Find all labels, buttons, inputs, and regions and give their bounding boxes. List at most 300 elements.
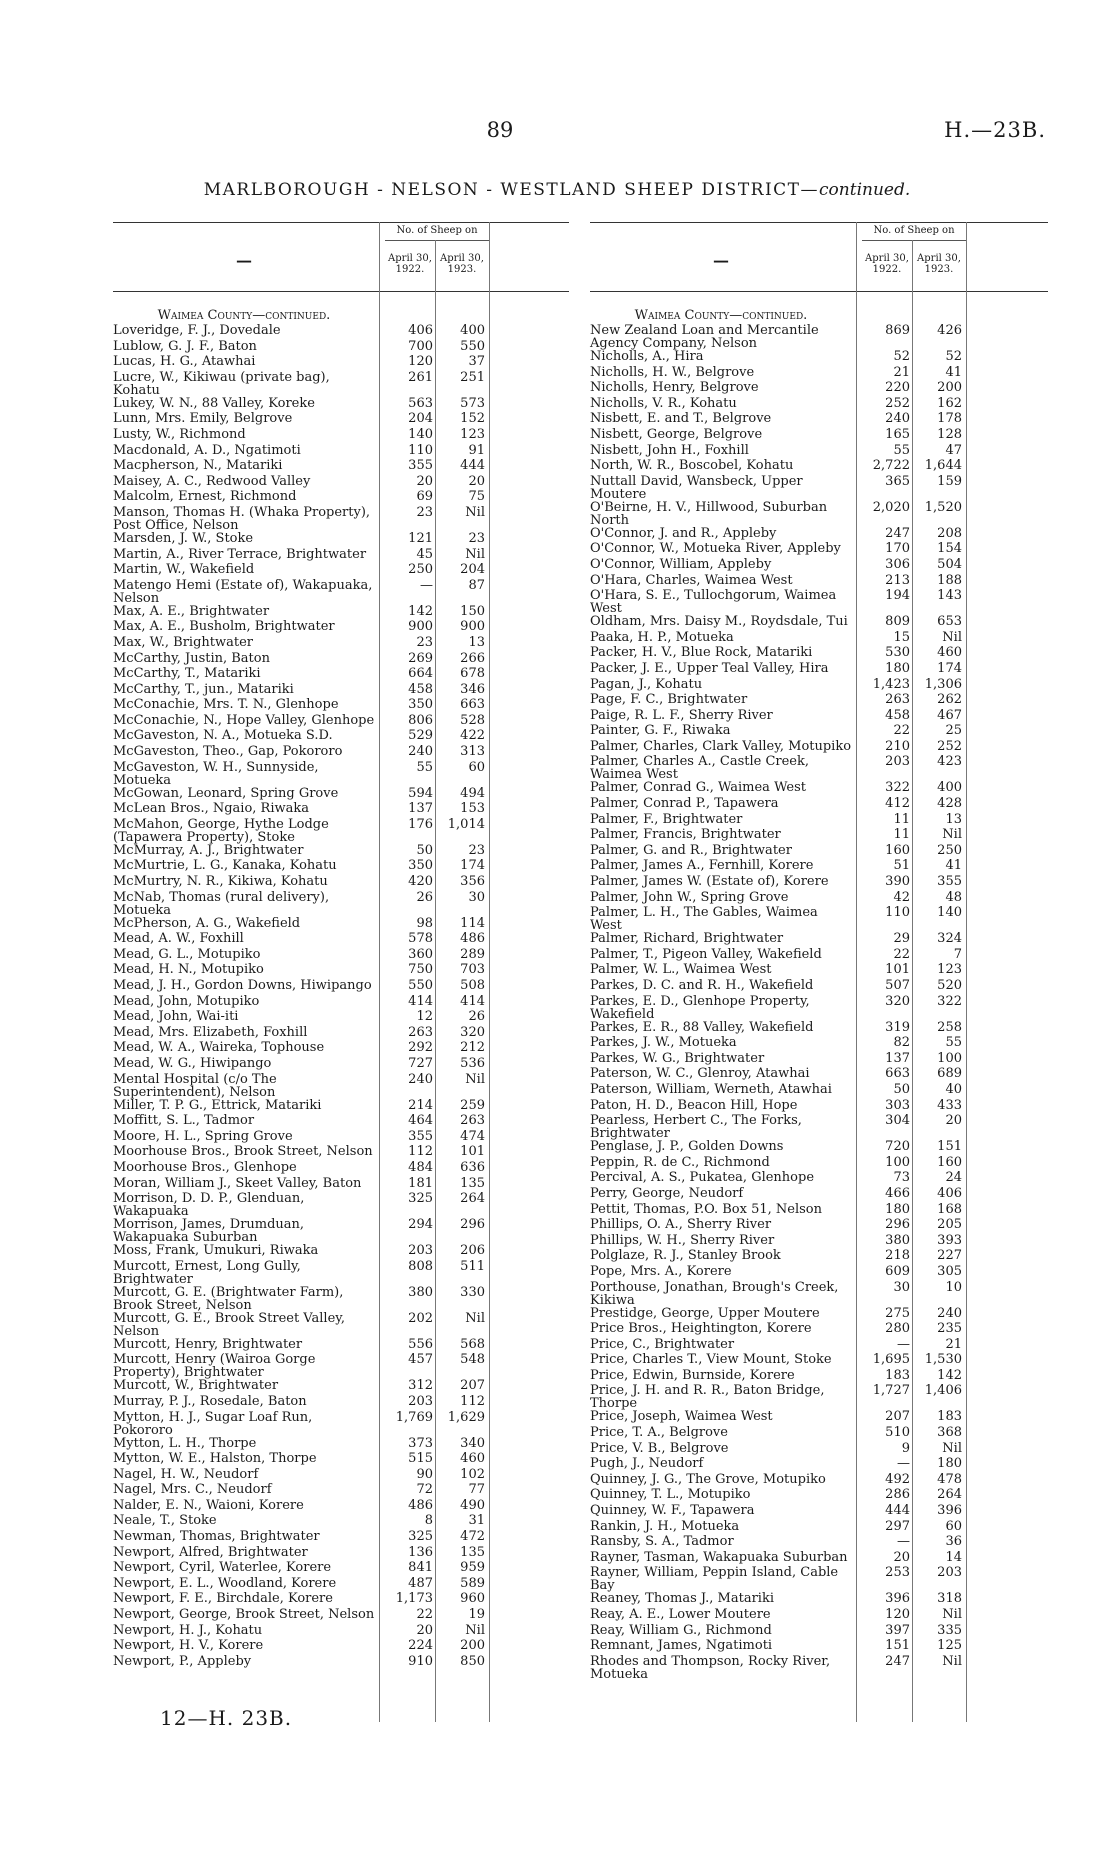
table-row	[590, 1156, 1048, 1172]
sheep-1923: 340	[460, 1435, 485, 1451]
holder-name: McCarthy, T., Matariki	[113, 666, 261, 682]
sheep-1922: 51	[893, 858, 910, 874]
holder-name: Nuttall David, Wansbeck, Upper Moutere	[590, 473, 803, 502]
holder-name: Perry, George, Neudorf	[590, 1185, 744, 1201]
sheep-1922: 530	[885, 645, 910, 661]
table-row	[590, 875, 1048, 891]
sheep-1922: 312	[408, 1378, 433, 1394]
holder-name: Mead, Mrs. Elizabeth, Foxhill	[113, 1024, 308, 1040]
table-row	[113, 948, 569, 964]
sheep-1922: 240	[408, 1071, 433, 1087]
table-row	[113, 729, 569, 745]
sheep-1923: 208	[937, 525, 962, 541]
sheep-1923: 414	[460, 993, 485, 1009]
sheep-1923: 478	[937, 1471, 962, 1487]
sheep-1922: 286	[885, 1487, 910, 1503]
table-row	[113, 579, 569, 605]
holder-name: Mead, A. W., Foxhill	[113, 931, 244, 947]
sheep-1923: 13	[468, 634, 485, 650]
sheep-1922: 136	[408, 1544, 433, 1560]
sheep-1923: 20	[945, 1113, 962, 1129]
sheep-1923: 259	[460, 1097, 485, 1113]
holder-name: Parkes, E. D., Glenhope Property, Wakefield	[590, 993, 810, 1022]
table-row	[590, 542, 1048, 558]
sheep-1922: 700	[408, 338, 433, 354]
sheep-1923: 460	[460, 1451, 485, 1467]
sheep-1922: 296	[885, 1217, 910, 1233]
sheep-1922: 529	[408, 728, 433, 744]
table-row	[113, 1624, 569, 1640]
sheep-1922: 203	[408, 1243, 433, 1259]
table-row	[113, 1514, 569, 1530]
holder-name: Mead, G. L., Motupiko	[113, 946, 261, 962]
sheep-1922: 20	[416, 473, 433, 489]
sheep-1923: 75	[468, 489, 485, 505]
table-row	[590, 662, 1048, 678]
sheep-1923: 504	[937, 556, 962, 572]
sheep-1923: 14	[945, 1549, 962, 1565]
holder-name: Rankin, J. H., Motueka	[590, 1518, 740, 1534]
sheep-1923: 150	[460, 603, 485, 619]
holder-name: McGaveston, W. H., Sunnyside, Motueka	[113, 759, 319, 788]
sheep-1923: 1,406	[924, 1383, 962, 1399]
holder-name: Reaney, Thomas J., Matariki	[590, 1591, 774, 1607]
sheep-1923: 168	[937, 1201, 962, 1217]
sheep-1922: 112	[408, 1144, 433, 1160]
sheep-1923: 154	[937, 541, 962, 557]
table-row	[590, 678, 1048, 694]
sheep-1923: 472	[460, 1529, 485, 1545]
holder-name: Paaka, H. P., Motueka	[590, 629, 734, 645]
table-row	[590, 844, 1048, 860]
sheep-1922: 397	[885, 1622, 910, 1638]
table-row	[590, 428, 1048, 444]
sheep-1922: 30	[893, 1279, 910, 1295]
sheep-1922: 556	[408, 1336, 433, 1352]
holder-name: O'Beirne, H. V., Hillwood, Suburban North	[590, 499, 828, 528]
sheep-1922: 412	[885, 796, 910, 812]
holder-name: Price, C., Brightwater	[590, 1336, 735, 1352]
sheep-1923: 678	[460, 666, 485, 682]
sheep-1922: 507	[885, 978, 910, 993]
sheep-1922: 484	[408, 1159, 433, 1175]
sheep-1923: 264	[937, 1487, 962, 1503]
sheep-1922: 252	[885, 395, 910, 411]
sheep-1923: 433	[937, 1097, 962, 1113]
sheep-1923: 900	[460, 619, 485, 635]
sheep-1922: 263	[408, 1024, 433, 1040]
sheep-1922: —	[897, 1336, 910, 1352]
sheep-1923: 406	[937, 1185, 962, 1201]
holder-name: Lucre, W., Kikiwau (private bag), Kohatu	[113, 369, 330, 398]
sheep-1922: 727	[408, 1055, 433, 1071]
sheep-1922: 137	[408, 801, 433, 817]
header-blank: —	[713, 251, 729, 270]
table-row	[113, 605, 569, 621]
sheep-1922: 45	[416, 546, 433, 562]
holder-name: Phillips, W. H., Sherry River	[590, 1232, 775, 1248]
table-row	[113, 355, 569, 371]
holder-name: Palmer, John W., Spring Grove	[590, 889, 789, 905]
sheep-1922: 12	[416, 1009, 433, 1025]
sheep-1922: 414	[408, 993, 433, 1009]
holder-name: Packer, J. E., Upper Teal Valley, Hira	[590, 660, 829, 676]
sheep-1923: 573	[460, 395, 485, 411]
sheep-1922: 420	[408, 874, 433, 890]
table-row	[590, 1426, 1048, 1442]
table-row	[113, 802, 569, 818]
sheep-1923: 636	[460, 1159, 485, 1175]
sheep-1922: —	[897, 1534, 910, 1550]
sheep-1923: 101	[460, 1144, 485, 1160]
table-row	[113, 1161, 569, 1177]
holder-name: Newport, H. V., Korere	[113, 1638, 264, 1654]
sheep-1923: 174	[937, 660, 962, 676]
sheep-1923: 528	[460, 712, 485, 728]
sheep-1922: 100	[885, 1154, 910, 1170]
sheep-1923: 212	[460, 1040, 485, 1056]
sheep-1923: 204	[460, 562, 485, 578]
sheep-1922: 165	[885, 426, 910, 442]
footer-reference: 12—H. 23B.	[160, 1706, 293, 1730]
table-row	[590, 350, 1048, 366]
table-row	[113, 340, 569, 356]
sheep-1923: 240	[937, 1305, 962, 1321]
table-row	[113, 891, 569, 917]
sheep-1923: 322	[937, 993, 962, 1009]
table-row	[113, 1130, 569, 1146]
table-row	[113, 787, 569, 803]
holder-name: Quinney, T. L., Motupiko	[590, 1487, 751, 1503]
table-row	[590, 1083, 1048, 1099]
holder-name: McCarthy, T., jun., Matariki	[113, 681, 294, 697]
table-row	[113, 1010, 569, 1026]
holder-name: Price, Charles T., View Mount, Stoke	[590, 1352, 832, 1368]
table-row	[590, 963, 1048, 979]
sheep-1923: 428	[937, 796, 962, 812]
sheep-1923: 548	[460, 1352, 485, 1368]
sheep-1923: 494	[460, 785, 485, 801]
sheep-1922: 82	[893, 1035, 910, 1051]
sheep-1923: Nil	[942, 1653, 962, 1669]
sheep-1923: 227	[937, 1248, 962, 1264]
sheep-1923: 520	[937, 978, 962, 993]
holder-name: Maisey, A. C., Redwood Valley	[113, 473, 311, 489]
table-row	[113, 745, 569, 761]
sheep-1923: 426	[937, 323, 962, 338]
sheep-1922: 120	[408, 354, 433, 370]
sheep-1923: 77	[468, 1482, 485, 1498]
sheep-1922: 263	[885, 692, 910, 708]
holder-name: Moorhouse Bros., Glenhope	[113, 1159, 297, 1175]
table-row	[113, 1411, 569, 1437]
holder-name: Newport, Cyril, Waterlee, Korere	[113, 1560, 332, 1576]
table-row	[113, 761, 569, 787]
sheep-1923: 37	[468, 354, 485, 370]
holder-name: Percival, A. S., Pukatea, Glenhope	[590, 1170, 815, 1186]
sheep-1922: 90	[416, 1466, 433, 1482]
table-row	[113, 1499, 569, 1515]
sheep-1922: 29	[893, 931, 910, 947]
right-table-header	[590, 222, 1048, 292]
sheep-1923: 41	[945, 364, 962, 380]
sheep-1922: 9	[901, 1440, 910, 1456]
holder-name: Marsden, J. W., Stoke	[113, 530, 254, 546]
table-row	[113, 1177, 569, 1193]
sheep-1922: 1,423	[872, 676, 910, 692]
table-row	[590, 932, 1048, 948]
sheep-1922: 373	[408, 1435, 433, 1451]
sheep-1923: 47	[945, 442, 962, 458]
sheep-1922: 390	[885, 874, 910, 890]
table-row	[590, 755, 1048, 781]
sheep-1922: 515	[408, 1451, 433, 1467]
holder-name: Mytton, H. J., Sugar Loaf Run, Pokororo	[113, 1409, 313, 1438]
holder-name: Peppin, R. de C., Richmond	[590, 1154, 770, 1170]
sheep-1922: 210	[885, 738, 910, 754]
sheep-1922: 664	[408, 666, 433, 682]
holder-name: Malcolm, Ernest, Richmond	[113, 489, 297, 505]
sheep-1922: 306	[885, 556, 910, 572]
table-row	[590, 1551, 1048, 1567]
sheep-1922: 550	[408, 978, 433, 993]
sheep-1922: 23	[416, 504, 433, 520]
sheep-1923: 135	[460, 1544, 485, 1560]
table-row	[113, 324, 569, 340]
table-row	[113, 1437, 569, 1453]
table-row	[113, 932, 569, 948]
table-row	[590, 1473, 1048, 1489]
sheep-1923: 568	[460, 1336, 485, 1352]
table-row	[113, 1395, 569, 1411]
table-row	[113, 459, 569, 475]
table-row	[590, 859, 1048, 875]
sheep-1923: 305	[937, 1263, 962, 1279]
sheep-1922: 120	[885, 1607, 910, 1622]
sheep-1923: 266	[460, 650, 485, 666]
table-row	[113, 1546, 569, 1562]
sheep-1922: 220	[885, 380, 910, 396]
table-row	[590, 948, 1048, 964]
holder-name: Murcott, G. E. (Brightwater Farm), Brook Street, Nelson	[113, 1284, 344, 1313]
holder-name: Palmer, Francis, Brightwater	[590, 827, 781, 843]
sheep-1923: 100	[937, 1050, 962, 1066]
table-row	[590, 1353, 1048, 1369]
sheep-1923: 20	[468, 473, 485, 489]
holder-name: Moorhouse Bros., Brook Street, Nelson	[113, 1144, 373, 1160]
sheep-1922: 609	[885, 1263, 910, 1279]
sheep-1922: 224	[408, 1638, 433, 1654]
holder-name: Morrison, James, Drumduan, Wakapuaka Suburban	[113, 1217, 305, 1246]
holder-name: McConachie, Mrs. T. N., Glenhope	[113, 697, 339, 713]
table-row	[113, 506, 569, 532]
holder-name: Pearless, Herbert C., The Forks, Brightwater	[590, 1113, 802, 1142]
holder-name: Ransby, S. A., Tadmor	[590, 1534, 734, 1550]
table-row	[590, 1021, 1048, 1037]
sheep-1923: 13	[945, 811, 962, 827]
sheep-1922: 1,173	[395, 1591, 433, 1607]
holder-name: Remnant, James, Ngatimoti	[590, 1638, 773, 1654]
sheep-1922: 20	[893, 1549, 910, 1565]
sheep-1922: 213	[885, 572, 910, 588]
holder-name: Newman, Thomas, Brightwater	[113, 1529, 320, 1545]
holder-name: Nisbett, John H., Foxhill	[590, 442, 749, 458]
holder-name: Price Bros., Heightington, Korere	[590, 1321, 812, 1337]
holder-name: Palmer, Conrad P., Tapawera	[590, 796, 779, 812]
holder-name: Price, V. B., Belgrove	[590, 1440, 729, 1456]
table-row	[113, 818, 569, 844]
holder-name: Nicholls, Henry, Belgrove	[590, 380, 759, 396]
sheep-1923: 21	[945, 1336, 962, 1352]
table-row	[590, 797, 1048, 813]
sheep-1922: 355	[408, 1128, 433, 1144]
holder-name: Pope, Mrs. A., Korere	[590, 1263, 732, 1279]
table-row	[113, 1483, 569, 1499]
holder-name: Lukey, W. N., 88 Valley, Koreke	[113, 395, 315, 411]
sheep-1922: 55	[893, 442, 910, 458]
holder-name: Mead, W. G., Hiwipango	[113, 1055, 272, 1071]
sheep-1922: 444	[885, 1503, 910, 1519]
sheep-1923: 207	[460, 1378, 485, 1394]
sheep-1922: 140	[408, 426, 433, 442]
table-row	[590, 1410, 1048, 1426]
sheep-1923: 24	[945, 1170, 962, 1186]
table-row	[590, 615, 1048, 631]
sheep-1922: 110	[408, 442, 433, 458]
sheep-1923: 318	[937, 1591, 962, 1607]
sheep-1922: 406	[408, 323, 433, 338]
sheep-1922: 101	[885, 962, 910, 978]
table-row	[113, 1639, 569, 1655]
table-row	[113, 475, 569, 491]
holder-name: Palmer, Richard, Brightwater	[590, 931, 784, 947]
table-row	[113, 875, 569, 891]
sheep-1922: 464	[408, 1113, 433, 1129]
table-row	[590, 558, 1048, 574]
sheep-1923: 324	[937, 931, 962, 947]
sheep-1923: 31	[468, 1513, 485, 1529]
sheep-1922: 594	[408, 785, 433, 801]
holder-name: Palmer, Charles A., Castle Creek, Waimea West	[590, 754, 810, 783]
sheep-1923: 23	[468, 842, 485, 858]
sheep-1923: 160	[937, 1154, 962, 1170]
sheep-1922: 303	[885, 1097, 910, 1113]
holder-name: Nisbett, George, Belgrove	[590, 426, 763, 442]
table-row	[113, 1592, 569, 1608]
sheep-1922: 20	[416, 1622, 433, 1638]
sheep-1922: 294	[408, 1217, 433, 1233]
sheep-1923: 52	[945, 349, 962, 364]
sheep-1922: 50	[893, 1081, 910, 1097]
table-row	[113, 1655, 569, 1671]
sheep-1922: 2,020	[872, 499, 910, 515]
holder-name: Polglaze, R. J., Stanley Brook	[590, 1248, 781, 1264]
sheep-1923: 289	[460, 946, 485, 962]
table-row	[590, 1140, 1048, 1156]
header-col-1922: April 30, 1922.	[388, 253, 432, 275]
sheep-1922: 21	[893, 364, 910, 380]
sheep-1922: 180	[885, 1201, 910, 1217]
table-row	[590, 1520, 1048, 1536]
sheep-1922: —	[420, 577, 433, 593]
holder-name: Parkes, J. W., Motueka	[590, 1035, 737, 1051]
sheep-1922: 350	[408, 697, 433, 713]
sheep-1922: 869	[885, 323, 910, 338]
sheep-1923: 135	[460, 1175, 485, 1191]
sheep-1922: 110	[885, 905, 910, 921]
holder-name: Manson, Thomas H. (Whaka Property), Post Office, Nelson	[113, 504, 371, 533]
table-row	[590, 693, 1048, 709]
header-col-1923: April 30, 1923.	[917, 253, 961, 275]
table-row	[590, 1338, 1048, 1354]
table-row	[113, 1338, 569, 1354]
table-row	[590, 1608, 1048, 1624]
sheep-1923: 511	[460, 1258, 485, 1274]
sheep-1923: 87	[468, 577, 485, 593]
sheep-1922: 22	[416, 1607, 433, 1623]
sheep-1923: 589	[460, 1575, 485, 1591]
holder-name: Nisbett, E. and T., Belgrove	[590, 411, 772, 427]
table-row	[590, 781, 1048, 797]
sheep-1923: 188	[937, 572, 962, 588]
table-row	[113, 698, 569, 714]
table-row	[113, 1353, 569, 1379]
holder-name: Palmer, W. L., Waimea West	[590, 962, 772, 978]
sheep-1923: 60	[945, 1518, 962, 1534]
sheep-1923: 151	[937, 1139, 962, 1155]
right-table	[590, 222, 1048, 1722]
sheep-1923: 850	[460, 1653, 485, 1669]
table-row	[113, 490, 569, 506]
sheep-1923: 60	[468, 759, 485, 775]
holder-name: Palmer, T., Pigeon Valley, Wakefield	[590, 946, 822, 962]
header-blank: —	[236, 251, 252, 270]
table-row	[590, 1369, 1048, 1385]
table-row	[590, 740, 1048, 756]
county-heading: Waimea County—continued.	[157, 308, 331, 323]
table-row	[590, 1234, 1048, 1250]
holder-name: Mytton, L. H., Thorpe	[113, 1435, 257, 1451]
sheep-1923: 41	[945, 858, 962, 874]
holder-name: Murcott, Henry (Wairoa Gorge Property), Brightwater	[113, 1352, 316, 1381]
sheep-1922: 240	[408, 744, 433, 760]
sheep-1923: 313	[460, 744, 485, 760]
holder-name: Martin, A., River Terrace, Brightwater	[113, 546, 367, 562]
table-row	[590, 1249, 1048, 1265]
sheep-1922: 1,695	[872, 1352, 910, 1368]
sheep-1922: 22	[893, 946, 910, 962]
holder-name: Packer, H. V., Blue Rock, Matariki	[590, 645, 813, 661]
holder-name: Newport, F. E., Birchdale, Korere	[113, 1591, 333, 1607]
holder-name: Newport, George, Brook Street, Nelson	[113, 1607, 375, 1623]
holder-name: Neale, T., Stoke	[113, 1513, 217, 1529]
sheep-1923: 10	[945, 1279, 962, 1295]
table-row	[113, 963, 569, 979]
sheep-1922: 578	[408, 931, 433, 947]
table-row	[590, 366, 1048, 382]
sheep-1922: 181	[408, 1175, 433, 1191]
table-row	[590, 1203, 1048, 1219]
sheep-1922: 510	[885, 1425, 910, 1441]
sheep-1922: 457	[408, 1352, 433, 1368]
holder-name: Mead, H. N., Motupiko	[113, 962, 264, 978]
holder-name: O'Connor, William, Appleby	[590, 556, 772, 572]
holder-name: Lublow, G. J. F., Baton	[113, 338, 257, 354]
holder-name: Lusty, W., Richmond	[113, 426, 246, 442]
holder-name: Murcott, Ernest, Long Gully, Brightwater	[113, 1258, 301, 1287]
table-row	[113, 995, 569, 1011]
sheep-1923: 959	[460, 1560, 485, 1576]
